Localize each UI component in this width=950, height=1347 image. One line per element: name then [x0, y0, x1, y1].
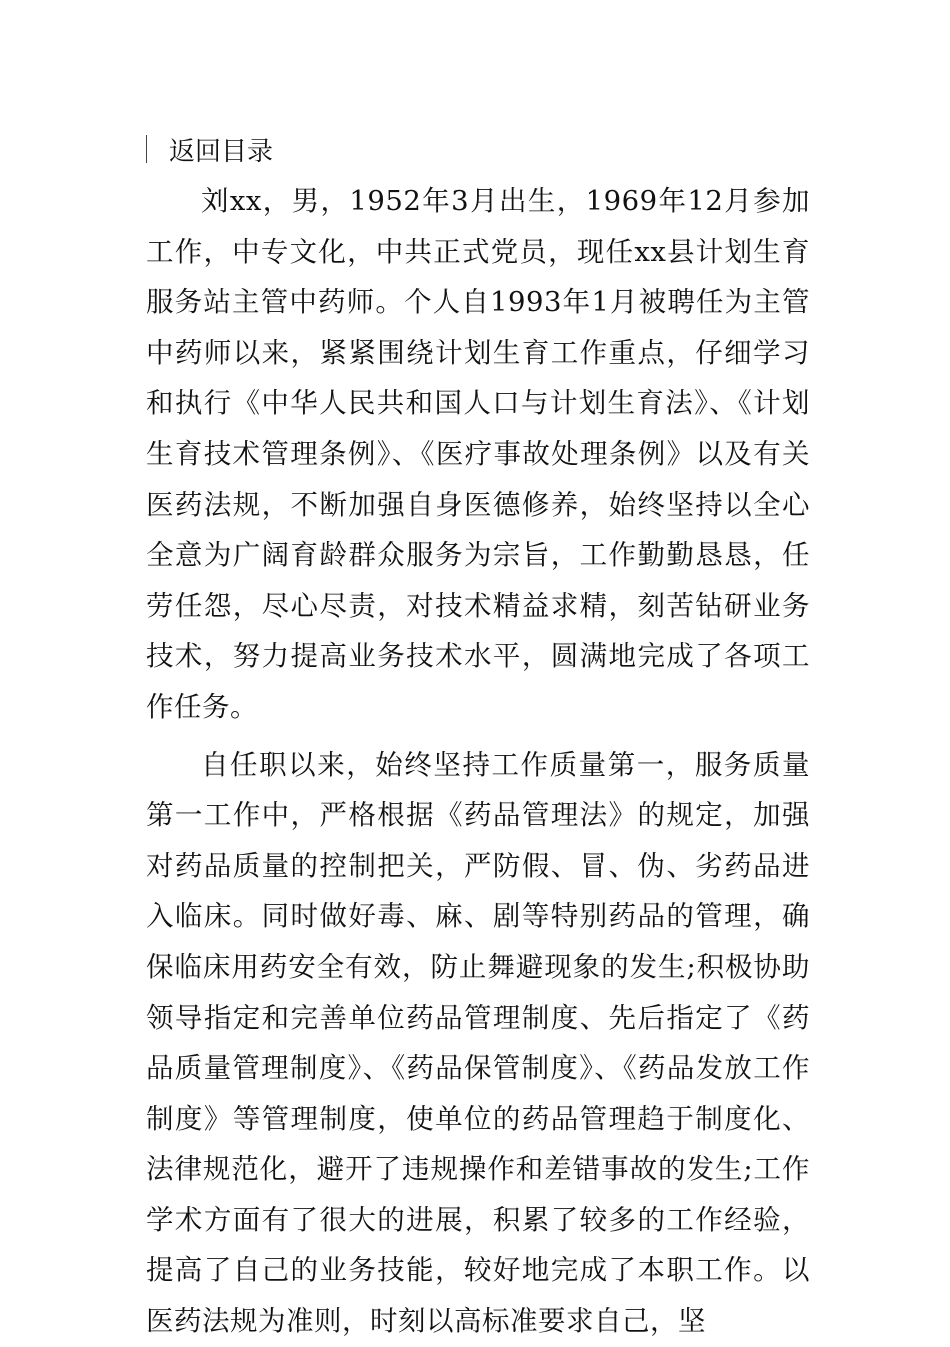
paragraph-2: 自任职以来，始终坚持工作质量第一，服务质量第一工作中，严格根据《药品管理法》的规定，加强对药品质量的控制把关，严防假、冒、伪、劣药品进入临床。同时做好毒、麻、剧等特别药品的管理，确保临床用药安全有效，防止舞避现象的发生;积极协助领导指定和完善单位药品管理制度、先后指定了《药品质量管理制度》、《药品保管制度》、《药品发放工作制度》等管理制度，使单位的药品管理趋于制度化、法律规范化，避开了违规操作和差错事故的发生;工作学术方面有了很大的进展，积累了较多的工作经验，提高了自己的业务技能，较好地完成了本职工作。以医药法规为准则，时刻以高标准要求自己，坚: [146, 748, 810, 1338]
back-to-contents-label: 返回目录: [169, 136, 274, 167]
paragraph-1: 刘xx，男，1952年3月出生，1969年12月参加工作，中专文化，中共正式党员，现任xx县计划生育服务站主管中药师。个人自1993年1月被聘任为主管中药师以来，紧紧围绕计划生育工作重点，仔细学习和执行《中华人民共和国人口与计划生育法》、《计划生育技术管理条例》、《医疗事故处理条例》以及有关医药法规，不断加强自身医德修养，始终坚持以全心全意为广阔育龄群众服务为宗旨，工作勤勤恳恳，任劳任怨，尽心尽责，对技术精益求精，刻苦钻研业务技术，努力提高业务技术水平，圆满地完成了各项工作任务。: [146, 185, 810, 723]
document-body: [146, 176, 810, 1347]
back-to-contents-link[interactable]: [146, 128, 273, 170]
divider-bar: [146, 135, 147, 163]
